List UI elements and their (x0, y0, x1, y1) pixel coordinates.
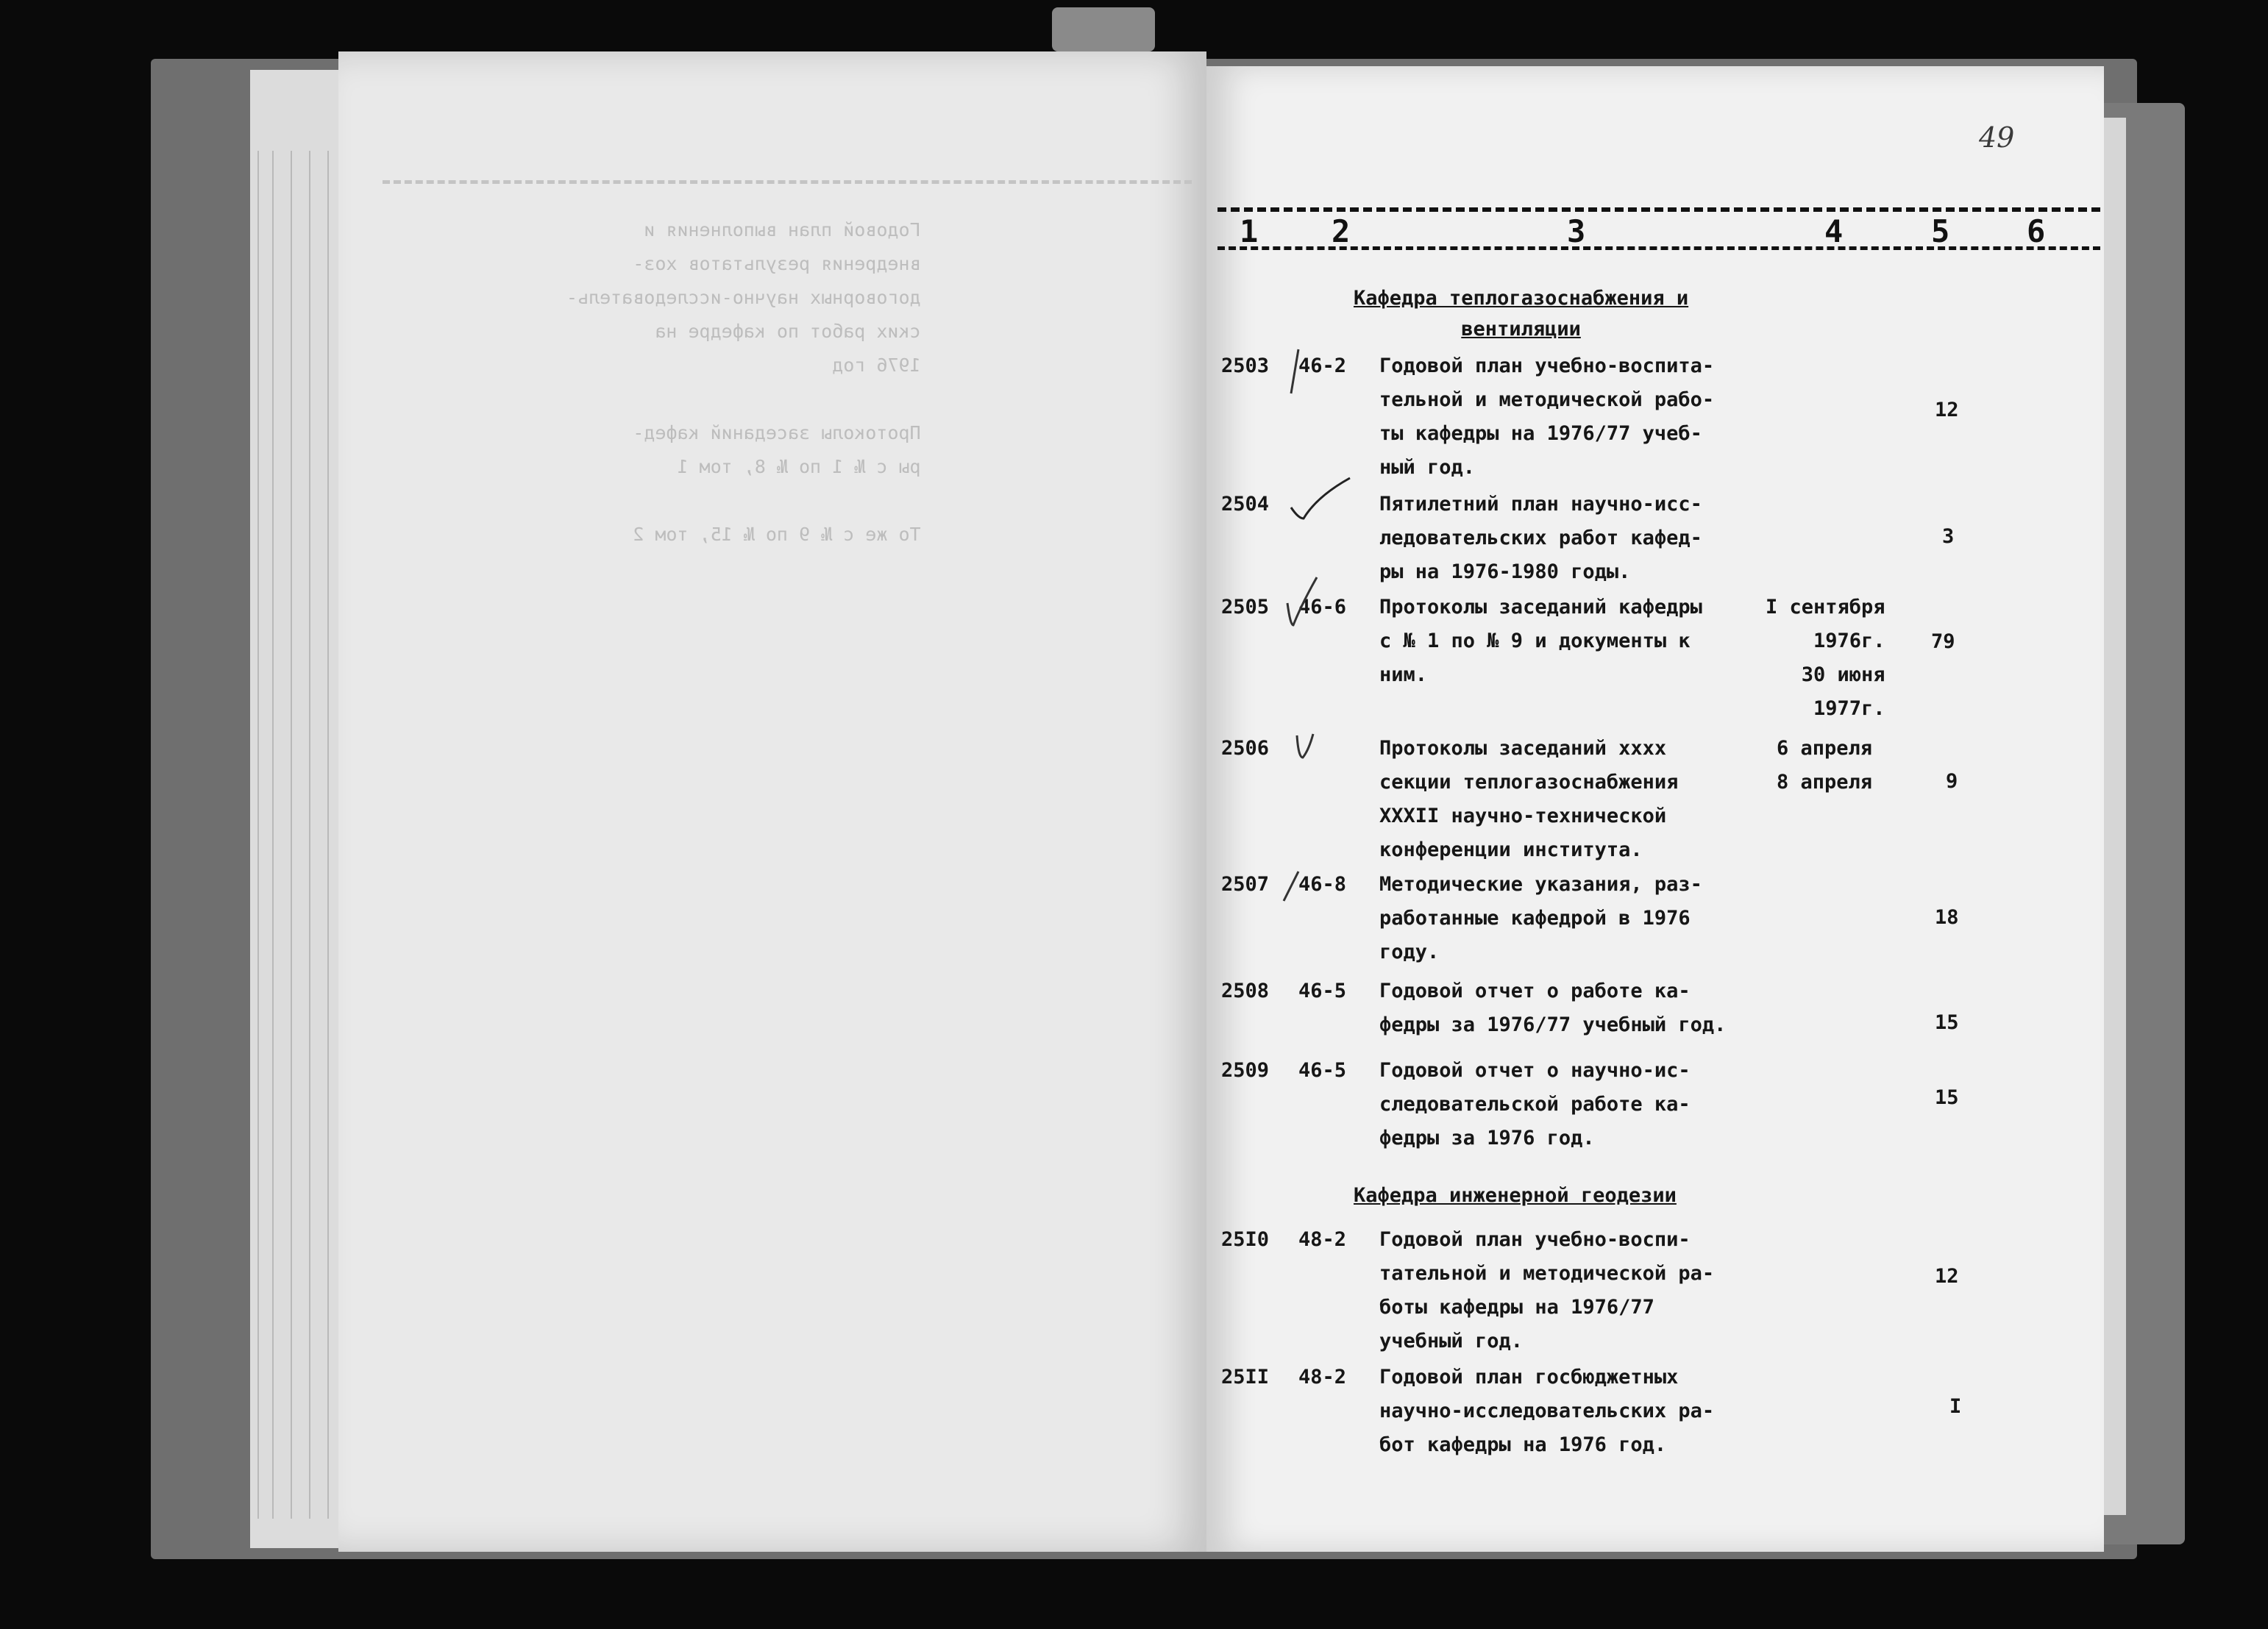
header-rule-bottom (1217, 246, 2100, 250)
spine-tab (1052, 7, 1155, 51)
ghost-text: Годовой план выполнения и внедрения результатов хоз- договорных научно-исследователь- ских работ по кафедре на 1976 год Протоколы заседаний кафед- ры с № 1 по № 8, том 1 То же с № 9 по № 15, том 2 (566, 219, 921, 545)
row-title: Годовой план учебно-воспи- тательной и методической ра- боты кафедры на 1976/77 учебный год. (1379, 1228, 1715, 1352)
header-rule-top (1217, 207, 2100, 212)
row-pages: 15 (1935, 1011, 1959, 1034)
row-title: Годовой отчет о работе ка- федры за 1976/77 учебный год. (1379, 980, 1727, 1036)
row-pages: 3 (1942, 525, 1955, 548)
row-dates: I сентября 1976г. 30 июня 1977г. (1766, 596, 1885, 720)
row-number: 2508 (1221, 980, 1270, 1002)
row-index: 48-2 (1298, 1228, 1347, 1251)
checkmark-icon (1276, 346, 1313, 397)
row-number: 2504 (1221, 493, 1270, 516)
column-header-1: 1 (1240, 213, 1259, 249)
checkmark-icon (1280, 574, 1324, 640)
row-title: Протоколы заседаний xxxx секции теплогазоснабжения XXXII научно-технической конференции института. (1379, 737, 1679, 861)
row-pages: 12 (1935, 1265, 1959, 1288)
row-pages: 9 (1946, 770, 1958, 793)
checkmark-icon (1287, 474, 1354, 526)
row-title: Протоколы заседаний кафедры с № 1 по № 9 и документы к ним. (1379, 596, 1702, 686)
row-number: 2505 (1221, 596, 1270, 619)
column-header-4: 4 (1824, 213, 1844, 249)
checkmark-icon (1291, 728, 1320, 765)
row-dates: 6 апреля 8 апреля (1777, 737, 1873, 794)
row-index: 48-2 (1298, 1366, 1347, 1389)
column-header-2: 2 (1332, 213, 1351, 249)
row-title: Пятилетний план научно-исс- ледовательских работ кафед- ры на 1976-1980 годы. (1379, 493, 1702, 583)
row-number: 2503 (1221, 354, 1270, 377)
row-title: Методические указания, раз- работанные кафедрой в 1976 году. (1379, 873, 1702, 963)
column-header-3: 3 (1567, 213, 1586, 249)
row-number: 2507 (1221, 873, 1270, 896)
section-title: Кафедра инженерной геодезии (1354, 1184, 1677, 1207)
row-pages: 15 (1935, 1086, 1959, 1109)
row-pages: 18 (1935, 906, 1959, 929)
section-title: Кафедра теплогазоснабжения и вентиляции (1354, 287, 1689, 341)
row-pages: 79 (1931, 630, 1955, 653)
row-index: 46-5 (1298, 980, 1347, 1002)
column-header-5: 5 (1931, 213, 1950, 249)
row-index: 46-8 (1298, 873, 1347, 896)
row-index: 46-5 (1298, 1059, 1347, 1082)
checkmark-icon (1276, 868, 1306, 905)
page-edge (2104, 118, 2126, 1515)
row-number: 2506 (1221, 737, 1270, 760)
row-pages: 12 (1935, 399, 1959, 421)
row-index: 46-6 (1298, 596, 1347, 619)
row-pages: I (1949, 1395, 1962, 1418)
row-number: 2509 (1221, 1059, 1270, 1082)
row-number: 25I0 (1221, 1228, 1270, 1251)
row-number: 25II (1221, 1366, 1270, 1389)
column-header-6: 6 (2027, 213, 2046, 249)
row-title: Годовой план учебно-воспита- тельной и методической рабо- ты кафедры на 1976/77 учеб- ный год. (1379, 354, 1715, 479)
row-title: Годовой план госбюджетных научно-исследовательских ра- бот кафедры на 1976 год. (1379, 1366, 1715, 1456)
row-title: Годовой отчет о научно-ис- следовательской работе ка- федры за 1976 год. (1379, 1059, 1691, 1149)
ghost-dashes (383, 180, 1192, 184)
row-index: 46-2 (1298, 354, 1347, 377)
page-number: 49 (1979, 121, 2015, 154)
